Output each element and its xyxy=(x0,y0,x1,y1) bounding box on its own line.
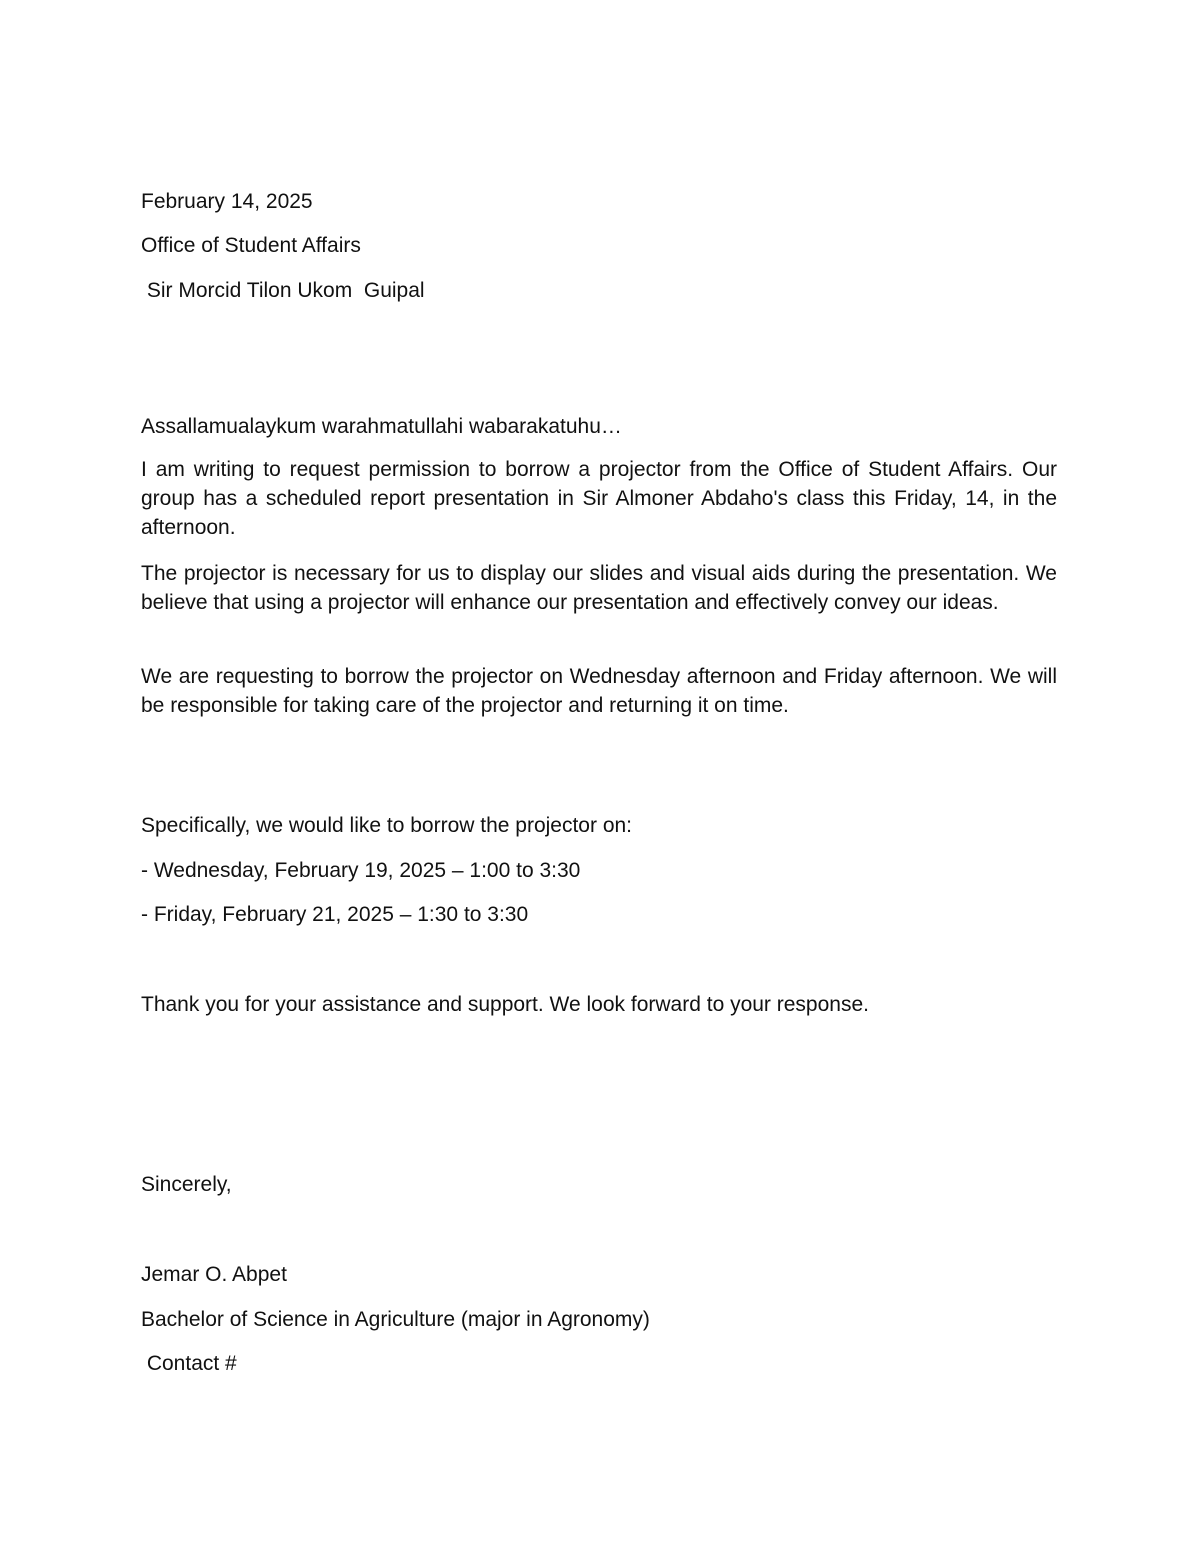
body-paragraph-request: I am writing to request permission to borrow a projector from the Office of Student Affairs. Our group has a scheduled report presentation in Sir Almoner Abdaho's class this Friday, 14, in the afternoon. xyxy=(141,458,1057,539)
body-paragraph-responsibility: We are requesting to borrow the projector on Wednesday afternoon and Friday afternoon. We will be responsible for taking care of the projector and returning it on time. xyxy=(141,665,1057,717)
sender-name: Jemar O. Abpet xyxy=(141,1263,287,1286)
closing: Sincerely, xyxy=(141,1173,232,1196)
schedule-item: - Friday, February 21, 2025 – 1:30 to 3:30 xyxy=(141,903,529,926)
recipient-office: Office of Student Affairs xyxy=(141,234,361,257)
body-paragraph-purpose: The projector is necessary for us to display our slides and visual aids during the presentation. We believe that using a projector will enhance our presentation and effectively convey our ideas. xyxy=(141,562,1057,614)
thanks-line: Thank you for your assistance and support. We look forward to your response. xyxy=(141,993,869,1016)
schedule-item: - Wednesday, February 19, 2025 – 1:00 to 3:30 xyxy=(141,859,581,882)
recipient-name: Sir Morcid Tilon Ukom Guipal xyxy=(141,279,425,302)
sender-program: Bachelor of Science in Agriculture (major in Agronomy) xyxy=(141,1308,650,1331)
sender-contact: Contact # xyxy=(141,1352,237,1375)
letter-date: February 14, 2025 xyxy=(141,190,313,213)
schedule-intro: Specifically, we would like to borrow the projector on: xyxy=(141,814,633,837)
greeting: Assallamualaykum warahmatullahi wabarakatuhu… xyxy=(141,415,622,438)
